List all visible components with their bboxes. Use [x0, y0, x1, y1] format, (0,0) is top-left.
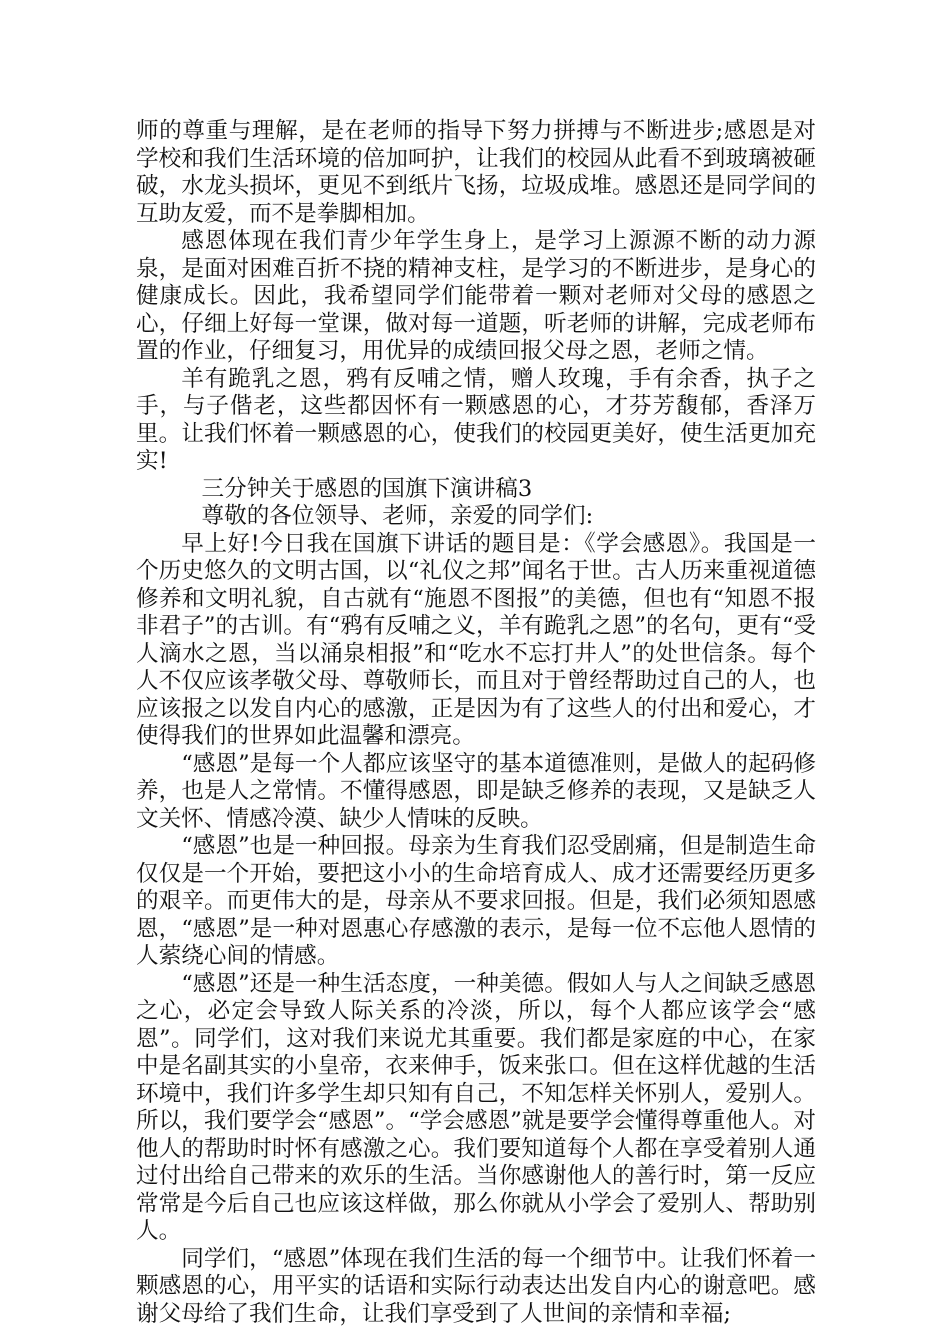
paragraph: 早上好!今日我在国旗下讲话的题目是：《学会感恩》。我国是一个历史悠久的文明古国，以“礼仪之邦”闻名于世。古人历来重视道德修养和文明礼貌，自古就有“施恩不图报”的美德，但也有“知恩不报非君子”的古训。有“鸦有反哺之义，羊有跪乳之恩”的名句，更有“受人滴水之恩，当以涌泉相报”和“吃水不忘打井人”的处世信条。每个人不仅应该孝敬父母、尊敬师长，而且对于曾经帮助过自己的人，也应该报之以发自内心的感激，正是因为有了这些人的付出和爱心，才使得我们的世界如此温馨和漂亮。 — [136, 530, 816, 749]
document-page — [136, 118, 816, 1328]
paragraph: 羊有跪乳之恩，鸦有反哺之情，赠人玫瑰，手有余香，执子之手，与子偕老，这些都因怀有一颗感恩的心，才芬芳馥郁，香泽万里。让我们怀着一颗感恩的心，使我们的校园更美好，使生活更加充实! — [136, 365, 816, 474]
paragraph: 感恩体现在我们青少年学生身上，是学习上源源不断的动力源泉，是面对困难百折不挠的精神支柱，是学习的不断进步，是身心的健康成长。因此，我希望同学们能带着一颗对老师对父母的感恩之心，仔细上好每一堂课，做对每一道题，听老师的讲解，完成老师布置的作业，仔细复习，用优异的成绩回报父母之恩，老师之情。 — [136, 228, 816, 364]
greeting: 尊敬的各位领导、老师，亲爱的同学们: — [201, 503, 594, 529]
paragraph: “感恩”还是一种生活态度，一种美德。假如人与人之间缺乏感恩之心，必定会导致人际关系的冷淡，所以，每个人都应该学会“感恩”。同学们，这对我们来说尤其重要。我们都是家庭的中心，在家中是名副其实的小皇帝，衣来伸手，饭来张口。但在这样优越的生活环境中，我们许多学生却只知有自己，不知怎样关怀别人，爱别人。所以，我们要学会“感恩”。“学会感恩”就是要学会懂得尊重他人。对他人的帮助时时怀有感激之心。我们要知道每个人都在享受着别人通过付出给自己带来的欢乐的生活。当你感谢他人的善行时，第一反应常常是今后自己也应该这样做，那么你就从小学会了爱别人、帮助别人。 — [136, 970, 816, 1244]
paragraph: “感恩”也是一种回报。母亲为生育我们忍受剧痛，但是制造生命仅仅是一个开始，要把这小小的生命培育成人、成才还需要经历更多的艰辛。而更伟大的是，母亲从不要求回报。但是，我们必须知恩感恩，“感恩”是一种对恩惠心存感激的表示，是每一位不忘他人恩情的人萦绕心间的情感。 — [136, 833, 816, 969]
paragraph: 师的尊重与理解，是在老师的指导下努力拼搏与不断进步;感恩是对学校和我们生活环境的倍加呵护，让我们的校园从此看不到玻璃被砸破，水龙头损坏，更见不到纸片飞扬，垃圾成堆。感恩还是同学间的互助友爱，而不是拳脚相加。 — [136, 118, 816, 227]
paragraph: 同学们，“感恩”体现在我们生活的每一个细节中。让我们怀着一颗感恩的心，用平实的话语和实际行动表达出发自内心的谢意吧。感谢父母给了我们生命，让我们享受到了人世间的亲情和幸福; — [136, 1245, 816, 1327]
section-title: 三分钟关于感恩的国旗下演讲稿3 — [201, 475, 533, 502]
paragraph: “感恩”是每一个人都应该坚守的基本道德准则，是做人的起码修养，也是人之常情。不懂得感恩，即是缺乏修养的表现，又是缺乏人文关怀、情感冷漠、缺少人情味的反映。 — [136, 750, 816, 832]
